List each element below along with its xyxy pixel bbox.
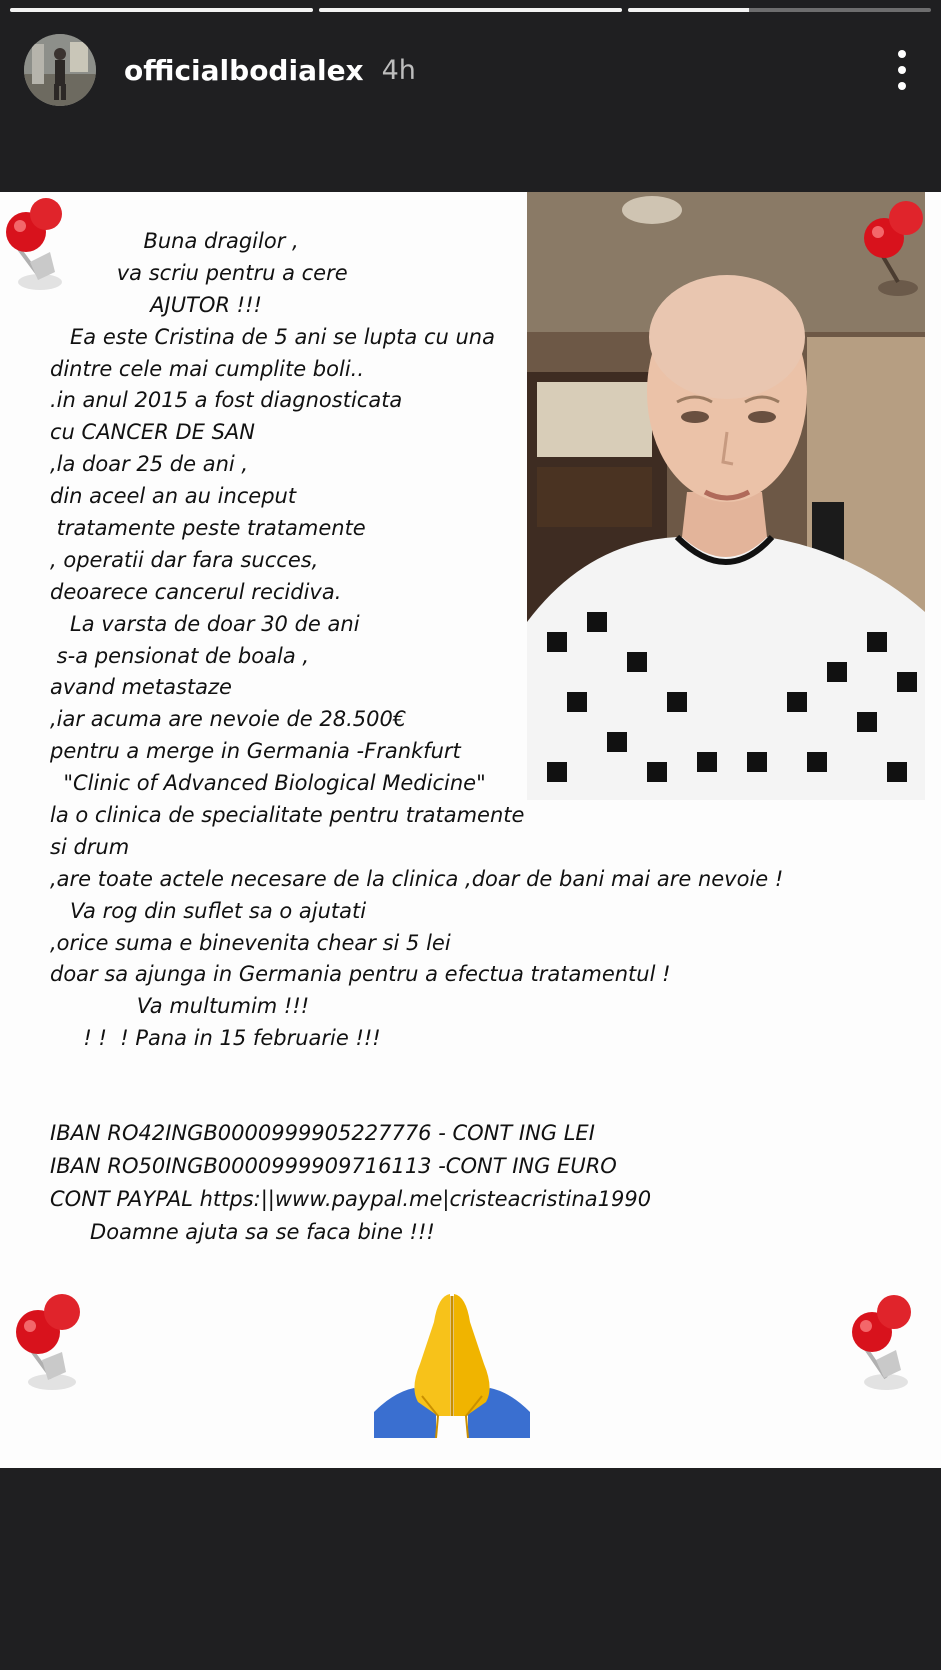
text-line: ,orice suma e binevenita chear si 5 lei (50, 930, 451, 955)
more-options-icon[interactable] (887, 45, 917, 95)
text-line: La varsta de doar 30 de ani (50, 611, 360, 636)
red-pushpin-icon (846, 1290, 926, 1400)
story-footer (0, 1468, 941, 1670)
story-progress-segment (628, 8, 931, 12)
text-line: deoarece cancerul recidiva. (50, 579, 342, 604)
text-line: Va multumim !!! (50, 994, 310, 1019)
story-post-image (0, 192, 941, 1468)
text-line: din aceel an au inceput (50, 484, 297, 509)
text-line: tratamente peste tratamente (50, 516, 366, 541)
text-line: va scriu pentru a cere (50, 260, 348, 285)
red-pushpin-icon (8, 1290, 88, 1400)
text-line: AJUTOR !!! (50, 292, 262, 317)
text-line: Va rog din suflet sa o ajutati (50, 898, 367, 923)
text-line: si drum (50, 834, 130, 859)
profile-photo-icon (24, 34, 96, 106)
text-line: , operatii dar fara succes, (50, 547, 319, 572)
text-line: avand metastaze (50, 675, 232, 700)
text-line: doar sa ajunga in Germania pentru a efectua tratamentul ! (50, 962, 671, 987)
story-progress-segment (10, 8, 313, 12)
bank-details-text (50, 1117, 810, 1249)
text-line: ,iar acuma are nevoie de 28.500€ (50, 707, 407, 732)
text-line: IBAN RO42INGB0000999905227776 - CONT ING LEI (50, 1121, 595, 1145)
text-line: Ea este Cristina de 5 ani se lupta cu una (50, 324, 495, 349)
text-line: ,are toate actele necesare de la clinica ,doar de bani mai are nevoie ! (50, 866, 784, 891)
text-line: cu CANCER DE SAN (50, 420, 255, 445)
text-line: ! ! ! Pana in 15 februarie !!! (50, 1026, 381, 1051)
text-line: CONT PAYPAL https:||www.paypal.me|cristeacristina1990 (50, 1187, 652, 1211)
text-line: IBAN RO50INGB0000999909716113 -CONT ING EURO (50, 1154, 617, 1178)
text-line: dintre cele mai cumplite boli.. (50, 356, 365, 381)
story-progress-segment (319, 8, 622, 12)
praying-hands-emoji (374, 1292, 530, 1438)
text-line: Buna dragilor , (50, 229, 299, 253)
text-line: Doamne ajuta sa se faca bine !!! (50, 1220, 435, 1244)
avatar[interactable] (24, 34, 96, 106)
username[interactable]: officialbodialex (124, 53, 364, 87)
story-header (24, 32, 917, 108)
red-pushpin-icon (858, 196, 938, 306)
post-time: 4h (381, 54, 416, 86)
text-line: s-a pensionat de boala , (50, 643, 310, 668)
text-line: .in anul 2015 a fost diagnosticata (50, 388, 403, 413)
text-line: "Clinic of Advanced Biological Medicine" (50, 771, 486, 796)
text-line: ,la doar 25 de ani , (50, 452, 249, 477)
text-line: la o clinica de specialitate pentru tratamente (50, 803, 525, 828)
story-progress-bar (10, 8, 931, 12)
text-line: pentru a merge in Germania -Frankfurt (50, 739, 461, 764)
